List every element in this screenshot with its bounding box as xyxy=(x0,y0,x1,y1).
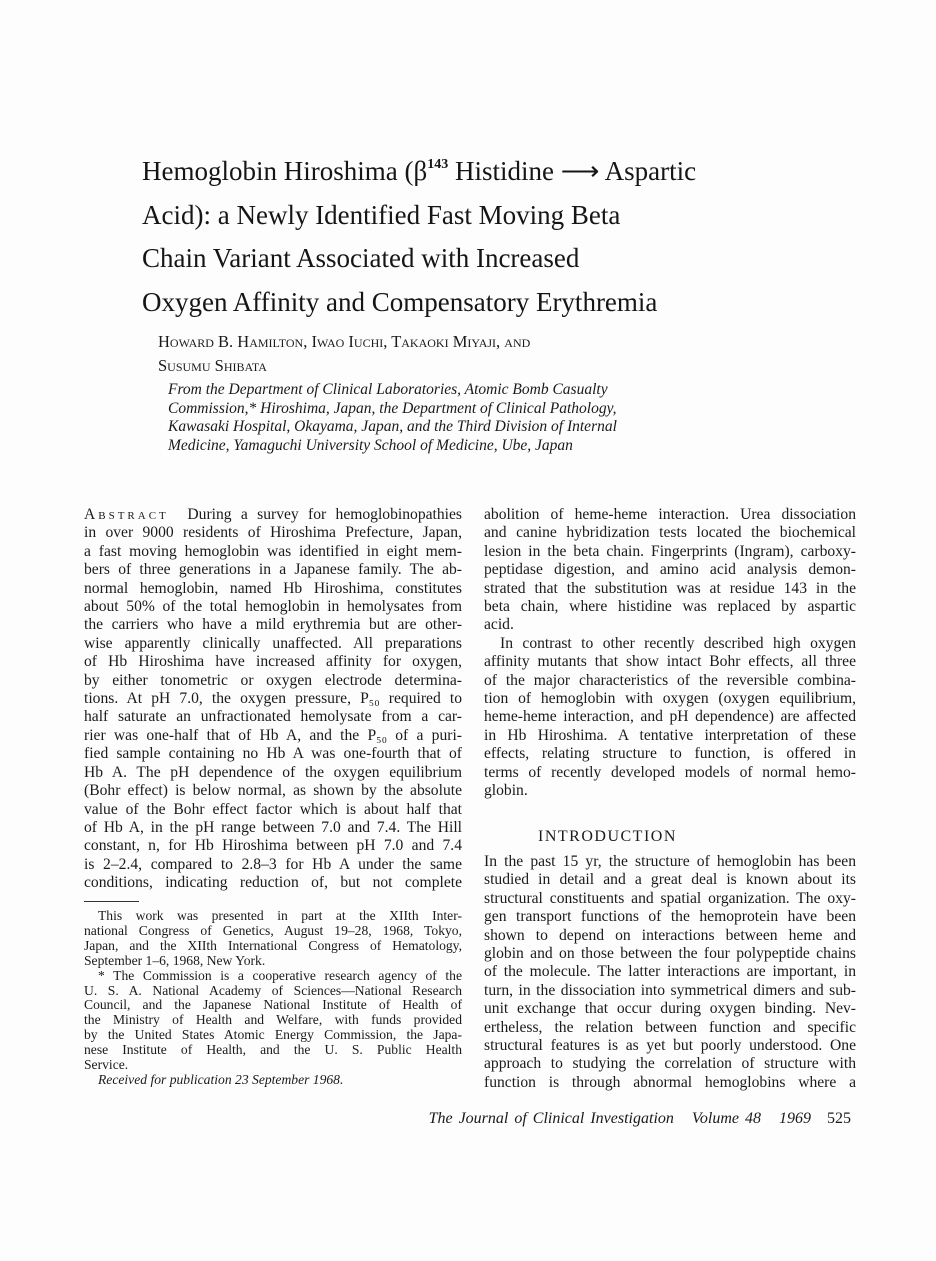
abstract-first-line xyxy=(84,506,462,524)
footnote-commission xyxy=(84,969,462,1073)
text-line: * The Commission is a cooperative research agency of the xyxy=(98,967,462,983)
text-line: affinity mutants that show intact Bohr effects, all three xyxy=(484,653,856,671)
text-line: tions. At pH 7.0, the oxygen pressure, P₅₀ required to xyxy=(84,690,462,708)
introduction-text xyxy=(484,853,856,1092)
text-line: conditions, indicating reduction of, but not complete xyxy=(84,874,462,892)
text-line: beta chain, where histidine was replaced by aspartic xyxy=(484,598,856,616)
text-line: approach to studying the correlation of structure with xyxy=(484,1055,856,1073)
text-line: gen transport functions of the hemoprotein have been xyxy=(484,908,856,926)
text-line: structural constituents and spatial organization. The oxy- xyxy=(484,889,856,907)
text-line: the Ministry of Health and Welfare, with funds provided xyxy=(84,1012,462,1028)
abstract-paragraph xyxy=(484,635,856,801)
text-line: national Congress of Genetics, August 19–28, 1968, Tokyo, xyxy=(84,922,462,938)
title-line: Acid): a Newly Identified Fast Moving Beta xyxy=(142,199,621,230)
text-line: turn, in the dissociation into symmetrical dimers and sub- xyxy=(484,981,856,999)
text-line: globin and on those between the four polypeptide chains xyxy=(484,945,856,963)
text-line: Service. xyxy=(84,1057,129,1073)
received-date: Received for publication 23 September 1968. xyxy=(98,1071,344,1087)
affiliation-line: Commission,* Hiroshima, Japan, the Department of Clinical Pathology, xyxy=(168,399,617,417)
text-line: lesion in the beta chain. Fingerprints (Ingram), carboxy- xyxy=(484,542,856,560)
title-line: Histidine ⟶ Aspartic xyxy=(448,156,697,186)
text-line: terms of recently developed models of normal hemo- xyxy=(484,763,856,781)
author-line: Howard B. Hamilton, Iwao Iuchi, Takaoki Miyaji, and xyxy=(158,332,531,351)
footnote-presentation xyxy=(84,909,462,969)
section-heading-introduction: INTRODUCTION xyxy=(538,828,677,845)
text-line: In contrast to other recently described high oxygen xyxy=(500,634,856,652)
affiliation xyxy=(168,381,628,455)
page-number: 525 xyxy=(827,1110,851,1127)
affiliation-line: From the Department of Clinical Laboratories, Atomic Bomb Casualty xyxy=(168,381,608,398)
author-line: Susumu Shibata xyxy=(158,356,267,375)
title-line: Chain Variant Associated with Increased xyxy=(142,243,580,273)
author-list xyxy=(158,330,530,378)
text-line: ertheless, the relation between function and specific xyxy=(484,1018,856,1036)
text-line: effects, relating structure to function, is offered in xyxy=(484,745,856,763)
text-line: acid. xyxy=(484,616,514,634)
text-line: rier was one-half that of Hb A, and the P₅₀ of a puri- xyxy=(84,726,462,744)
text-line: by either tonometric or oxygen electrode determina- xyxy=(84,671,462,689)
text-line: abolition of heme-heme interaction. Urea dissociation xyxy=(484,506,856,523)
text-line: half saturate an unfractionated hemolysate from a car- xyxy=(84,708,462,726)
affiliation-line: Kawasaki Hospital, Okayama, Japan, and the Third Division of Internal xyxy=(168,418,617,436)
text-line: by the United States Atomic Energy Commission, the Japa- xyxy=(84,1027,462,1043)
text-line: structural features is as yet but poorly understood. One xyxy=(484,1037,856,1055)
text-line: and canine hybridization tests located the biochemical xyxy=(484,524,856,542)
text-line: of Hb Hiroshima have increased affinity for oxygen, xyxy=(84,653,462,671)
text-line: Japan, and the XIIth International Congress of Hematology, xyxy=(84,937,462,953)
footnote-divider xyxy=(84,901,139,902)
text-line: of the molecule. The latter interactions are important, in xyxy=(484,963,856,981)
text-line: normal hemoglobin, named Hb Hiroshima, constitutes xyxy=(84,579,462,597)
text-line: globin. xyxy=(484,782,528,800)
text-line: (Bohr effect) is below normal, as shown by the absolute xyxy=(84,782,462,800)
abstract-right-column xyxy=(484,506,856,801)
footnotes xyxy=(84,909,462,1088)
text-line: nese Institute of Health, and the U. S. Public Health xyxy=(84,1042,462,1058)
text-line: Council, and the Japanese National Institute of Health of xyxy=(84,997,462,1013)
text-line: Hb A. The pH dependence of the oxygen equilibrium xyxy=(84,763,462,781)
text-line: in Hb Hiroshima. A tentative interpretation of these xyxy=(484,726,856,744)
title-line: Oxygen Affinity and Compensatory Erythremia xyxy=(142,286,658,317)
title-superscript: 143 xyxy=(427,157,449,172)
text-line: In the past 15 yr, the structure of hemoglobin has been xyxy=(484,853,856,870)
text-line: fied sample containing no Hb A was one-fourth that of xyxy=(84,745,462,763)
text-line: a fast moving hemoglobin was identified in eight mem- xyxy=(84,542,462,560)
text-line: function is through abnormal hemoglobins where a xyxy=(484,1073,856,1091)
text-line: of the major characteristics of the reversible combina- xyxy=(484,671,856,689)
abstract-left-column xyxy=(84,506,462,893)
abstract-label: Abstract xyxy=(84,506,169,523)
text-line: the carriers who have a mild erythremia but are other- xyxy=(84,616,462,634)
text-line: about 50% of the total hemoglobin in hemolysates from xyxy=(84,598,462,616)
text-line: U. S. A. National Academy of Sciences—National Research xyxy=(84,982,462,998)
journal-footer: The Journal of Clinical Investigation Volume 48 1969 xyxy=(428,1110,811,1127)
text-line: value of the Bohr effect factor which is about half that xyxy=(84,800,462,818)
abstract-paragraph xyxy=(484,506,856,635)
text-line: September 1–6, 1968, New York. xyxy=(84,952,266,968)
affiliation-line: Medicine, Yamaguchi University School of Medicine, Ube, Japan xyxy=(168,436,573,454)
abstract-left-lines xyxy=(84,524,462,892)
text-line: During a survey for hemoglobinopathies xyxy=(187,506,462,523)
text-line: studied in detail and a great deal is known about its xyxy=(484,871,856,889)
text-line: is 2–2.4, compared to 2.8–3 for Hb A under the same xyxy=(84,855,462,873)
title-line: Hemoglobin Hiroshima (β xyxy=(142,156,428,186)
text-line: This work was presented in part at the XIIth Inter- xyxy=(98,908,462,923)
text-line: shown to depend on interactions between heme and xyxy=(484,926,856,944)
article-title xyxy=(142,143,696,324)
text-line: peptidase digestion, and amino acid analysis demon- xyxy=(484,561,856,579)
text-line: tion of hemoglobin with oxygen (oxygen equilibrium, xyxy=(484,690,856,708)
text-line: strated that the substitution was at residue 143 in the xyxy=(484,579,856,597)
text-line: of Hb A, in the pH range between 7.0 and 7.4. The Hill xyxy=(84,818,462,836)
text-line: constant, n, for Hb Hiroshima between pH 7.0 and 7.4 xyxy=(84,837,462,855)
text-line: unit exchange that occur during oxygen binding. Nev- xyxy=(484,1000,856,1018)
text-line: wise apparently clinically unaffected. All preparations xyxy=(84,634,462,652)
text-line: in over 9000 residents of Hiroshima Prefecture, Japan, xyxy=(84,524,462,542)
text-line: bers of three generations in a Japanese family. The ab- xyxy=(84,561,462,579)
text-line: heme-heme interaction, and pH dependence) are affected xyxy=(484,708,856,726)
